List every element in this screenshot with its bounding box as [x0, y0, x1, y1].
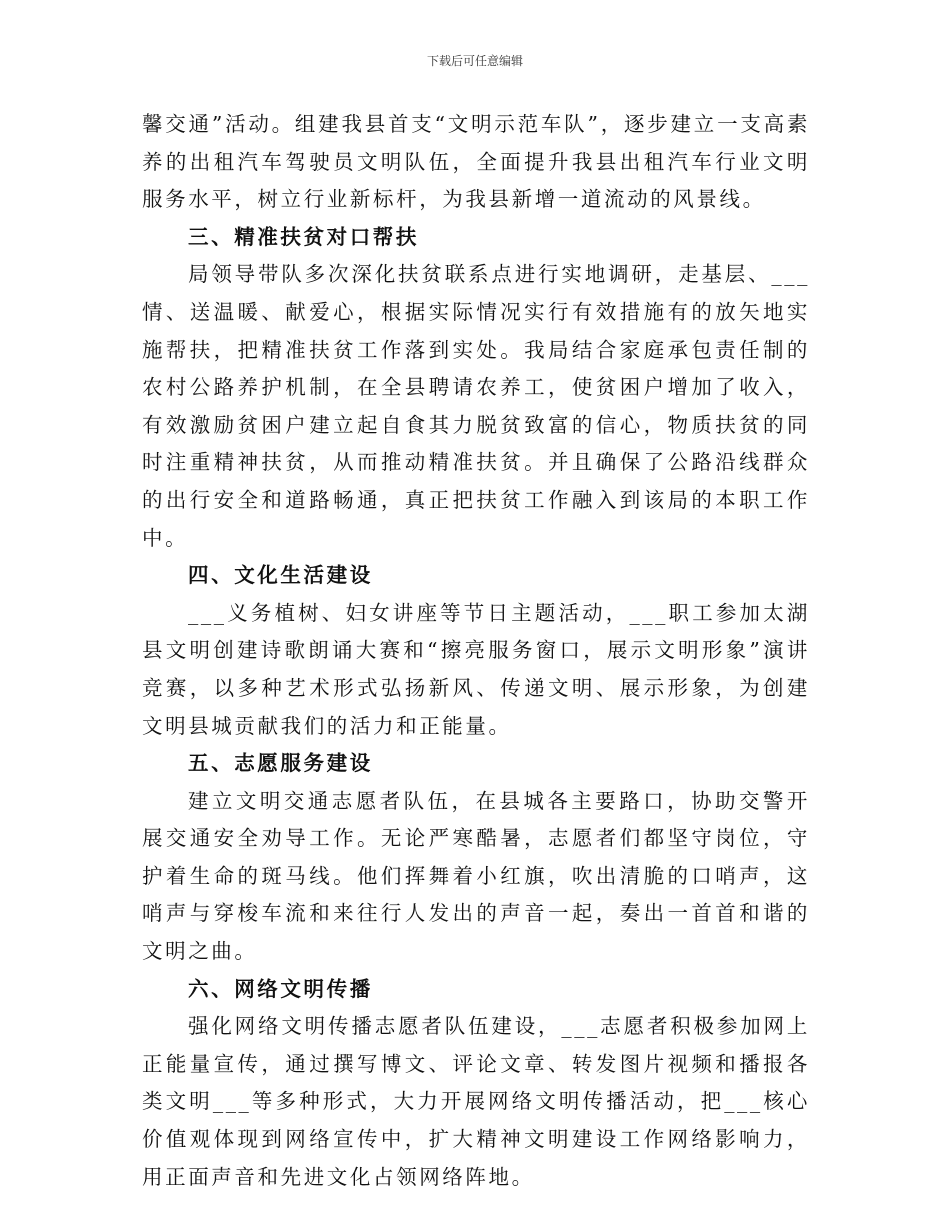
paragraph-continued: 馨交通”活动。组建我县首支“文明示范车队”，逐步建立一支高素养的出租汽车驾驶员文明队伍，全面提升我县出租汽车行业文明服务水平，树立行业新标杆，为我县新增一道流动的风景线。: [142, 112, 810, 212]
section-heading-5: 五、志愿服务建设: [188, 751, 373, 776]
page-header: 下载后可任意编辑: [426, 54, 523, 68]
section-heading-3: 三、精准扶贫对口帮扶: [188, 224, 419, 249]
section-heading-6: 六、网络文明传播: [188, 976, 373, 1001]
paragraph-section-5: 建立文明交通志愿者队伍，在县城各主要路口，协助交警开展交通安全劝导工作。无论严寒酷暑，志愿者们都坚守岗位，守护着生命的斑马线。他们挥舞着小红旗，吹出清脆的口哨声，这哨声与穿梭车流和来往行人发出的声音一起，奏出一首首和谐的文明之曲。: [142, 788, 810, 964]
paragraph-section-3: 局领导带队多次深化扶贫联系点进行实地调研，走基层、___情、送温暖、献爱心，根据实际情况实行有效措施有的放矢地实施帮扶，把精准扶贫工作落到实处。我局结合家庭承包责任制的农村公路养护机制，在全县聘请农养工，使贫困户增加了收入，有效激励贫困户建立起自食其力脱贫致富的信心，物质扶贫的同时注重精神扶贫，从而推动精准扶贫。并且确保了公路沿线群众的出行安全和道路畅通，真正把扶贫工作融入到该局的本职工作中。: [142, 262, 810, 550]
paragraph-section-4: ___义务植树、妇女讲座等节日主题活动，___职工参加太湖县文明创建诗歌朗诵大赛和“擦亮服务窗口，展示文明形象”演讲竞赛，以多种艺术形式弘扬新风、传递文明、展示形象，为创建文明县城贡献我们的活力和正能量。: [142, 600, 810, 738]
document-body: [142, 106, 810, 1196]
paragraph-section-6: 强化网络文明传播志愿者队伍建设，___志愿者积极参加网上正能量宣传，通过撰写博文、评论文章、转发图片视频和播报各类文明___等多种形式，大力开展网络文明传播活动，把___核心价值观体现到网络宣传中，扩大精神文明建设工作网络影响力，用正面声音和先进文化占领网络阵地。: [142, 1014, 810, 1189]
section-heading-4: 四、文化生活建设: [188, 563, 373, 588]
